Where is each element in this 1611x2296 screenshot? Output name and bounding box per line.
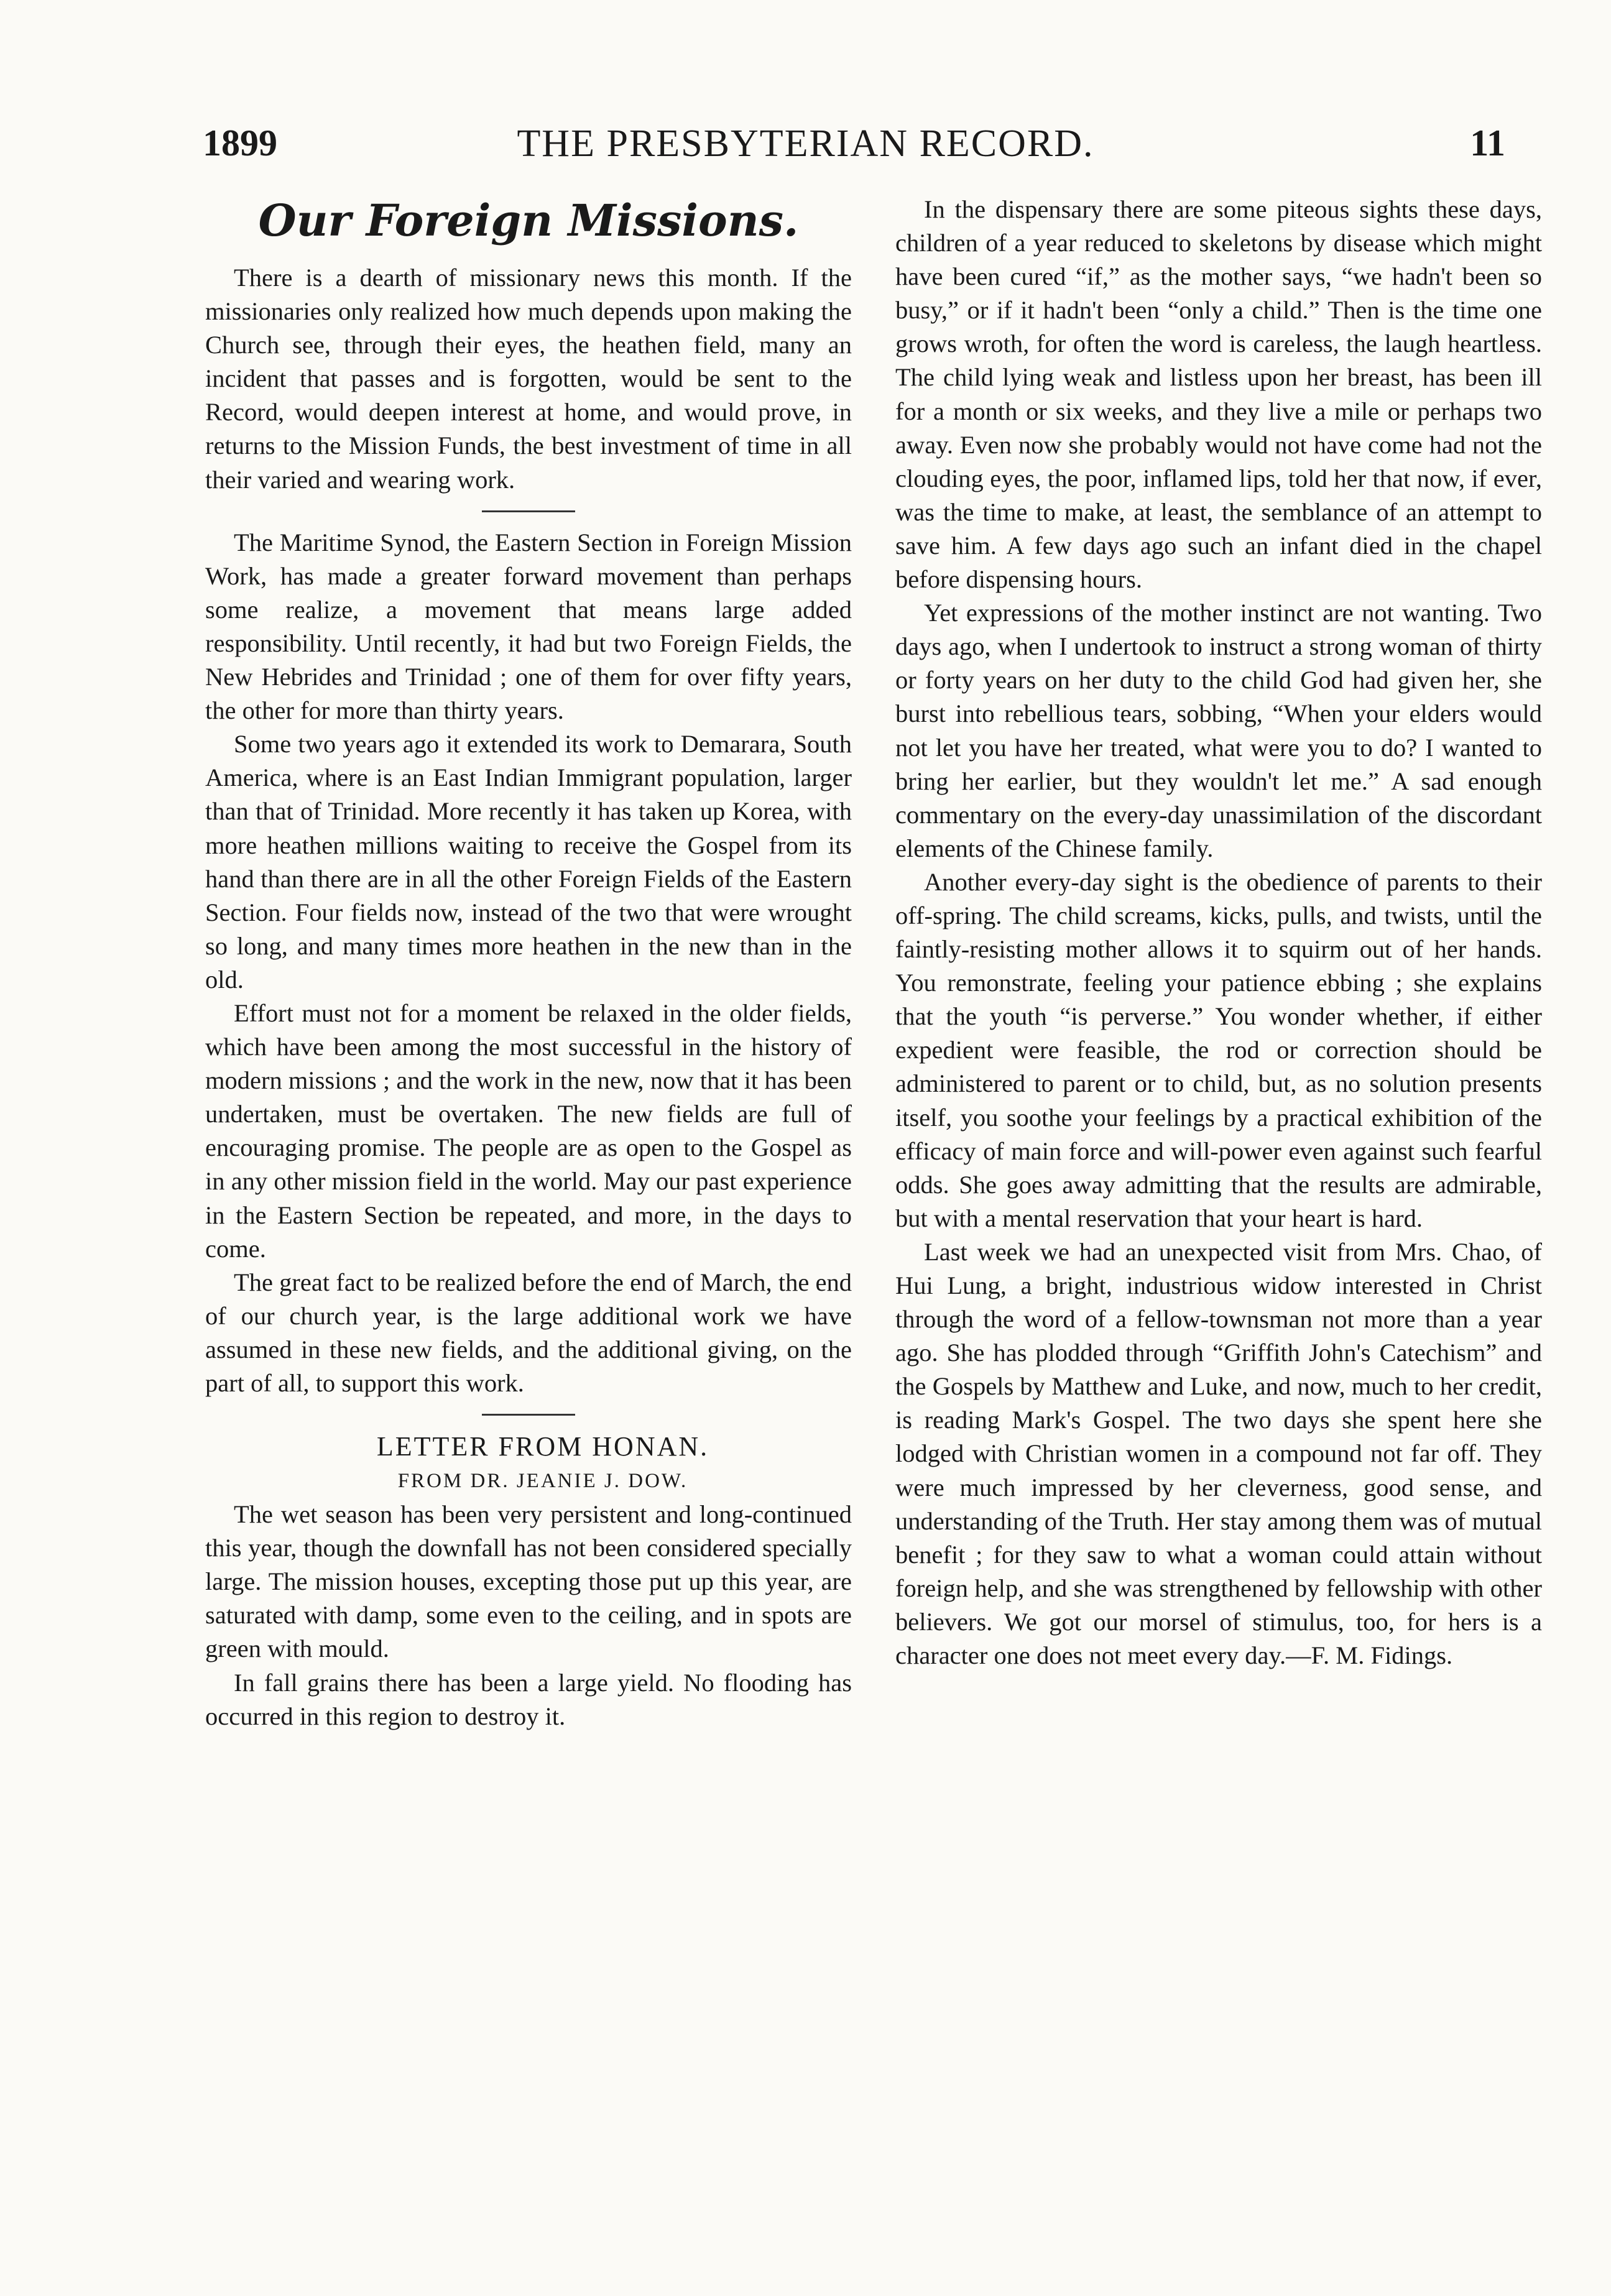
letter-paragraph-6: Last week we had an unexpected visit from Mrs. Chao, of Hui Lung, a bright, industrious widow interested in Christ through the word of a fellow-townsman not more than a year ago. She has plodded through “Griffith John's Catechism” and the Gospels by Matthew and Luke, and now, much to her credit, is reading Mark's Gospel. The two days she spent here she lodged with Christian women in a compound not far off. They were much impressed by her cleverness, good sense, and understanding of the Truth. Her stay among them was of mutual benefit ; for they saw to what a woman could attain without foreign help, and she was strengthened by fellowship with other believers. We got our morsel of stimulus, too, for hers is a character one does not meet every day.—F. M. Fidings. [895, 1237, 1542, 1670]
article-paragraph-1: There is a dearth of missionary news this month. If the missionaries only realized how much depends upon making the Church see, through their eyes, the heathen field, many an incident that passes and is forgotten, would be sent to the Record, would deepen interest at home, and would prove, in returns to the Mission Funds, the best investment of time in all their varied and wearing work. [205, 264, 852, 494]
header-title: THE PRESBYTERIAN RECORD. [517, 122, 1094, 165]
article-paragraph-3: Some two years ago it extended its work to Demarara, South America, where is an East Indian Immigrant population, larger than that of Trinidad. More recently it has taken up Korea, with more heathen millions waiting to receive the Gospel from its hand than there are in all the other Foreign Fields of the Eastern Section. Four fields now, instead of the two that were wrought so long, and many times more heathen in the new than in the old. [205, 730, 852, 994]
letter-paragraph-2: In fall grains there has been a large yield. No flooding has occurred in this region to destroy it. [205, 1668, 852, 1730]
section-title: Our Foreign Missions. [258, 195, 799, 246]
left-column [205, 193, 852, 1733]
letter-paragraph-4: Yet expressions of the mother instinct are not wanting. Two days ago, when I undertook to instruct a strong woman of thirty or forty years on her duty to the child God had given her, she burst into rebellious tears, sobbing, “When your elders would not let you have her treated, what were you to do? I wanted to bring her earlier, but they wouldn't let me.” A sad enough commentary on the every-day unassimilation of the discordant elements of the Chinese family. [895, 599, 1542, 862]
running-head [0, 122, 1611, 172]
header-page-number: 11 [1470, 122, 1505, 164]
article-paragraph-4: Effort must not for a moment be relaxed in the older fields, which have been among the most successful in the history of modern missions ; and the work in the new, now that it has been undertaken, must be overtaken. The new fields are full of encouraging promise. The people are as open to the Gospel as in any other mission field in the world. May our past experience in the Eastern Section be repeated, and more, in the days to come. [205, 998, 852, 1263]
header-year: 1899 [203, 122, 277, 164]
letter-title: LETTER FROM HONAN. [376, 1431, 709, 1462]
article-paragraph-5: The great fact to be realized before the end of March, the end of our church year, is the large additional work we have assumed in these new fields, and the additional giving, on the part of all, to support this work. [205, 1268, 852, 1397]
article-paragraph-2: The Maritime Synod, the Eastern Section in Foreign Mission Work, has made a greater forward movement than perhaps some realize, a movement that means large added responsibility. Until recently, it had but two Foreign Fields, the New Hebrides and Trinidad ; one of them for over fifty years, the other for more than thirty years. [205, 528, 852, 725]
divider-rule [482, 510, 575, 512]
letter-paragraph-5: Another every-day sight is the obedience of parents to their off-spring. The child screams, kicks, pulls, and twists, until the faintly-resisting mother allows it to squirm out of her hands. You remonstrate, feeling your patience ebbing ; she explains that the youth “is perverse.” You wonder whether, if either expedient were feasible, the rod or correction should be administered to parent or to child, but, as no solution presents itself, you soothe your feelings by a practical exhibition of the efficacy of main force and will-power even against such fearful odds. She goes away admitting that the results are admirable, but with a mental reservation that your heart is hard. [895, 867, 1542, 1232]
letter-paragraph-1: The wet season has been very persistent and long-continued this year, though the downfall has not been considered specially large. The mission houses, excepting those put up this year, are saturated with damp, some even to the ceiling, and in spots are green with mould. [205, 1500, 852, 1663]
letter-paragraph-3: In the dispensary there are some piteous sights these days, children of a year reduced to skeletons by disease which might have been cured “if,” as the mother says, “we hadn't been so busy,” or if it hadn't been “only a child.” Then is the time one grows wroth, for often the word is careless, the laugh heartless. The child lying weak and listless upon her breast, has been ill for a month or six weeks, and they live a mile or perhaps two away. Even now she probably would not have come had not the clouding eyes, the poor, inflamed lips, told her that now, if ever, was the time to make, at least, the semblance of an attempt to save him. A few days ago such an infant died in the chapel before dispensing hours. [895, 195, 1542, 594]
divider-rule [482, 1414, 575, 1416]
letter-byline: FROM DR. JEANIE J. DOW. [397, 1470, 688, 1493]
right-column [895, 193, 1542, 1672]
